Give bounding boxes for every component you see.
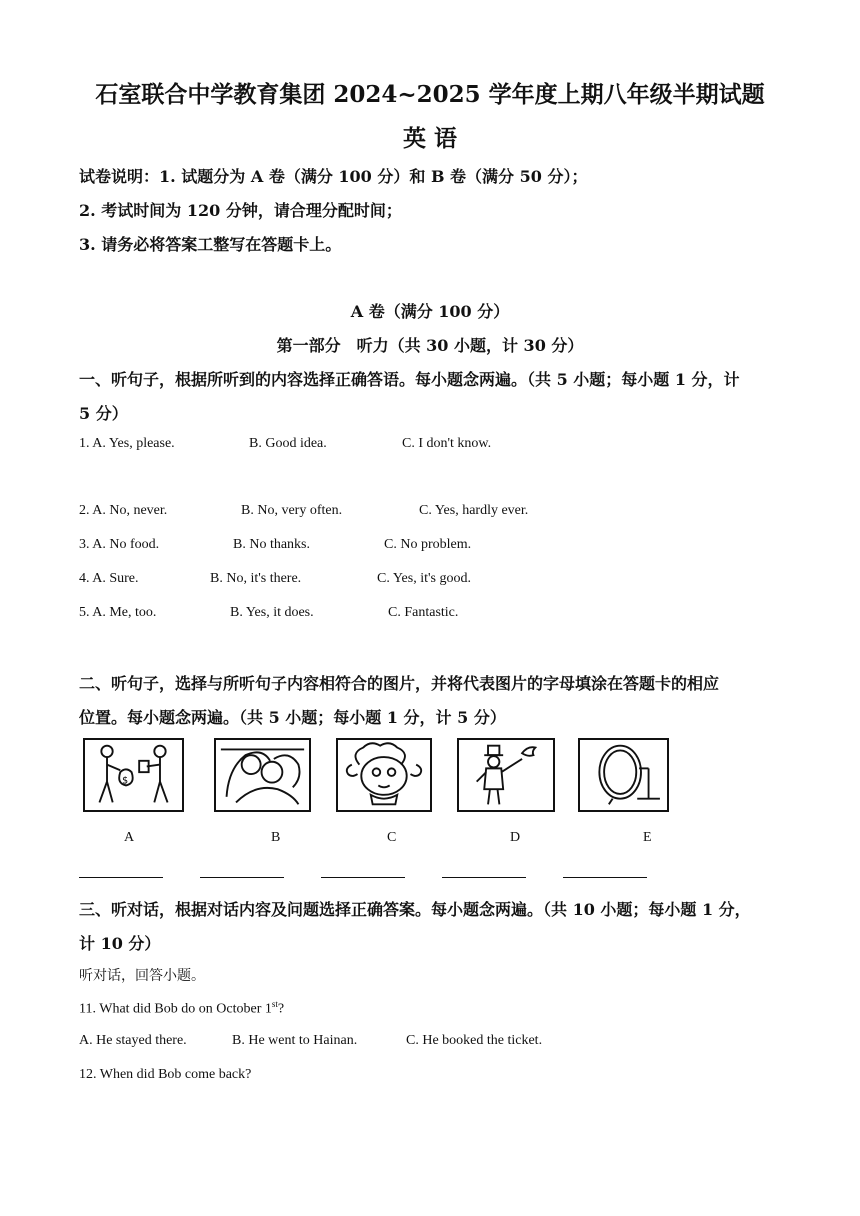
exam-title: 石室联合中学教育集团 2024~2025 学年度上期八年级半期试题 [95,81,765,108]
q11-stem-sup: st [271,999,278,1009]
answer-blank-6[interactable] [79,877,163,878]
section1-heading-cont: 5 分） [79,404,128,423]
family-hugging-icon [216,740,309,810]
q5-option-c[interactable]: C. Fantastic. [388,605,459,620]
instruction-line-2: 2. 考试时间为 120 分钟，请合理分配时间； [79,201,402,220]
gong-icon [580,740,667,810]
section3-heading-cont: 计 10 分） [79,934,161,953]
picture-c [336,738,432,812]
answer-blank-7[interactable] [200,877,284,878]
picture-d [457,738,555,812]
q3-option-b[interactable]: B. No thanks. [233,537,310,552]
answer-blank-10[interactable] [563,877,647,878]
q1-option-b[interactable]: B. Good idea. [249,436,327,451]
q2-option-a[interactable]: 2. A. No, never. [79,503,168,518]
volume-a-title: A 卷（满分 100 分） [350,302,510,321]
q4-option-b[interactable]: B. No, it's there. [210,571,302,586]
question-11-stem [79,999,284,1018]
section3-intro: 听对话，回答小题。 [79,968,205,984]
q11-stem-end: ? [277,1001,285,1017]
q11-option-a[interactable]: A. He stayed there. [79,1033,187,1048]
q2-option-b[interactable]: B. No, very often. [241,503,343,518]
instruction-line-1: 试卷说明：1. 试题分为 A 卷（满分 100 分）和 B 卷（满分 50 分）； [79,167,588,186]
q3-option-c[interactable]: C. No problem. [384,537,472,552]
q4-option-c[interactable]: C. Yes, it's good. [377,571,471,586]
picture-c-letter: C [387,830,397,845]
q5-option-b[interactable]: B. Yes, it does. [230,605,314,620]
people-exchanging-money-icon [85,740,182,810]
q5-option-a[interactable]: 5. A. Me, too. [79,605,157,620]
answer-blank-9[interactable] [442,877,526,878]
section2-heading-cont: 位置。每小题念两遍。（共 5 小题；每小题 1 分，计 5 分） [79,708,506,727]
subject-title: 英 语 [402,125,457,152]
section1-heading: 一、听句子，根据所听到的内容选择正确答语。每小题念两遍。（共 5 小题；每小题 1 分，计 [79,370,740,389]
picture-b-letter: B [271,830,281,845]
q11-option-b[interactable]: B. He went to Hainan. [232,1033,358,1048]
q4-option-a[interactable]: 4. A. Sure. [79,571,139,586]
section2-heading: 二、听句子，选择与所听句子内容相符合的图片，并将代表图片的字母填涂在答题卡的相应 [79,674,720,693]
picture-e [578,738,669,812]
section3-heading: 三、听对话，根据对话内容及问题选择正确答案。每小题念两遍。（共 10 小题；每小题 1 分， [79,900,751,919]
q11-option-c[interactable]: C. He booked the ticket. [406,1033,543,1048]
q2-option-c[interactable]: C. Yes, hardly ever. [419,503,529,518]
picture-b [214,738,311,812]
picture-d-letter: D [510,830,521,845]
magician-with-dove-icon [459,740,553,810]
picture-a [83,738,184,812]
part1-title: 第一部分 听力（共 30 小题，计 30 分） [276,336,584,355]
q11-stem-text: 11. What did Bob do on October 1 [79,1001,272,1017]
picture-a-letter: A [124,830,135,845]
instruction-line-3: 3. 请务必将答案工整写在答题卡上。 [79,235,342,254]
q3-option-a[interactable]: 3. A. No food. [79,537,160,552]
picture-e-letter: E [643,830,652,845]
cartoon-sheep-icon [338,740,430,810]
question-12-stem: 12. When did Bob come back? [79,1067,252,1082]
q1-option-c[interactable]: C. I don't know. [402,436,492,451]
answer-blank-8[interactable] [321,877,405,878]
q1-option-a[interactable]: 1. A. Yes, please. [79,436,175,451]
svg-text:$: $ [122,775,129,787]
